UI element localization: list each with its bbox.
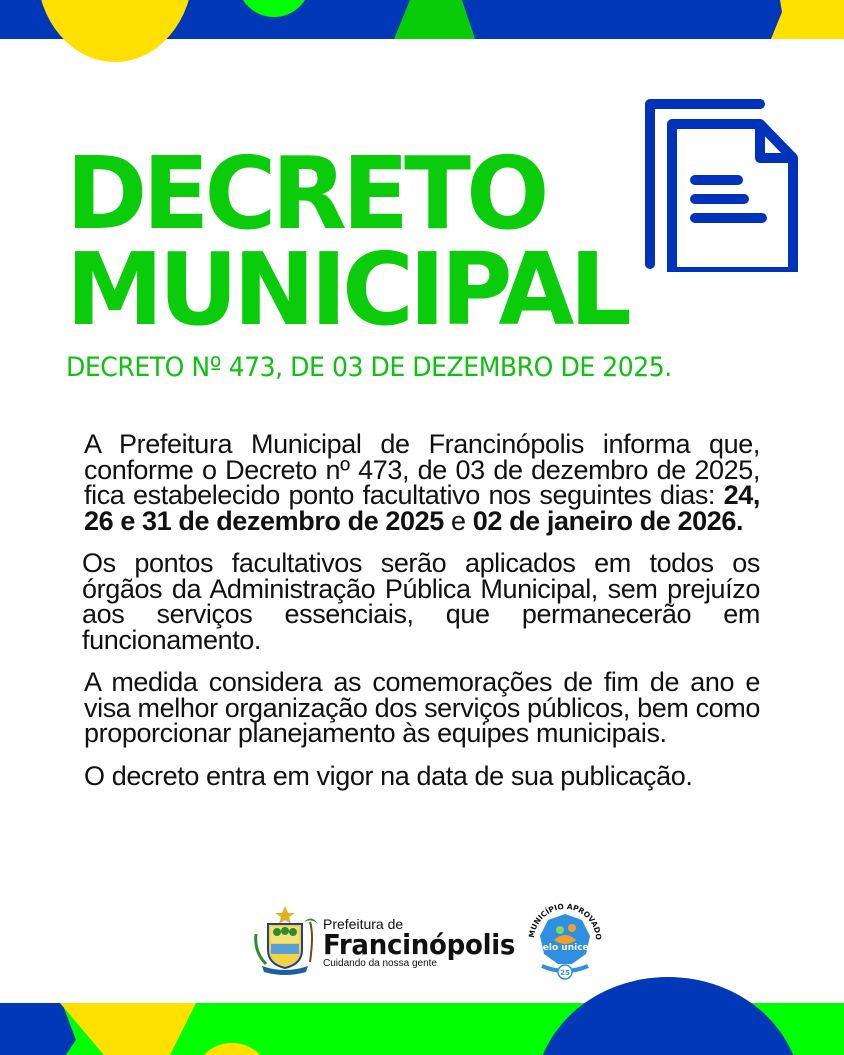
- title-line-decreto: DECRETO: [66, 135, 545, 252]
- announcement-body: [82, 429, 760, 806]
- footer-logos: [250, 900, 610, 985]
- svg-text:25: 25: [560, 969, 570, 977]
- unicef-seal-icon: [520, 900, 610, 982]
- city-name: Francinópolis: [323, 928, 516, 961]
- paragraph-scope: Os pontos facultativos serão aplicados em todos os órgãos da Administração Pública Municipal, sem prejuízo aos serviços essenciais, que permanecerão em funcionamento.: [82, 548, 760, 655]
- city-slogan: Cuidando da nossa gente: [323, 958, 437, 969]
- svg-text:MUNICÍPIO APROVADO: MUNICÍPIO APROVADO: [526, 901, 604, 941]
- document-copy-icon: [640, 92, 800, 272]
- bottom-decorative-band: [0, 1003, 844, 1055]
- page-title: [66, 135, 627, 348]
- paragraph-dates: A Prefeitura Municipal de Francinópolis informa que, conforme o Decreto nº 473, de 03 de dezembro de 2025, fica estabelecido ponto facultativo nos seguintes dias: 24, 26 e 31 de dezembro de 2025 e 02 de janeiro de 2026.: [84, 429, 760, 536]
- decree-subtitle: DECRETO Nº 473, DE 03 DE DEZEMBRO DE 2025.: [66, 352, 672, 383]
- paragraph-effective: O decreto entra em vigor na data de sua publicação.: [84, 760, 693, 791]
- prefeitura-label: Prefeitura de: [323, 916, 404, 932]
- highlight-january-date: 02 de janeiro de 2026.: [472, 505, 744, 536]
- highlight-december-dates: 24, 26 e 31 de dezembro de 2025: [84, 480, 760, 536]
- municipal-crest-icon: [250, 904, 320, 976]
- svg-text:selo unicef: selo unicef: [537, 943, 593, 953]
- top-decorative-band: [0, 0, 844, 39]
- title-line-municipal: MUNICIPAL: [66, 231, 627, 348]
- prefeitura-wordmark: [323, 916, 530, 970]
- paragraph-rationale: A medida considera as comemorações de fim de ano e visa melhor organização dos serviços públicos, bem como proporcionar planejamento às equipes municipais.: [84, 667, 760, 748]
